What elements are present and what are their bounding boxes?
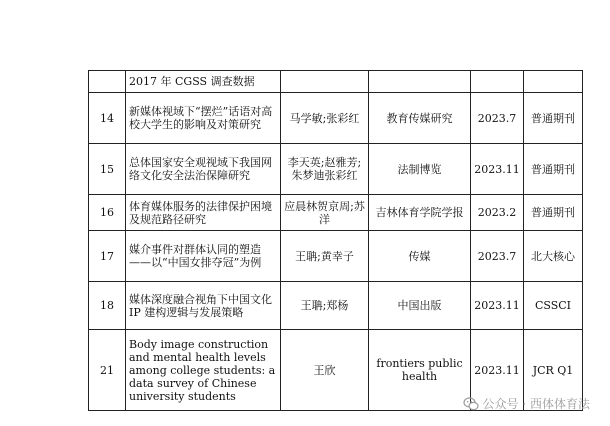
paper-title: 2017 年 CGSS 调查数据 — [126, 71, 281, 93]
journal-level: JCR Q1 — [524, 330, 583, 411]
wechat-icon — [463, 396, 479, 412]
table-row — [89, 71, 583, 93]
journal-level: 普通期刊 — [524, 144, 583, 195]
row-number: 18 — [89, 282, 126, 330]
journal-level: 北大核心 — [524, 231, 583, 282]
paper-title: 媒介事件对群体认同的塑造——以“中国女排夺冠”为例 — [126, 231, 281, 282]
authors: 王聃;郑杨 — [281, 282, 369, 330]
paper-title: Body image construction and mental health levels among college students: a data survey of Chinese university students — [126, 330, 281, 411]
row-number: 21 — [89, 330, 126, 411]
row-number: 14 — [89, 93, 126, 144]
publish-date — [471, 71, 524, 93]
journal-level: 普通期刊 — [524, 195, 583, 231]
watermark-text: 公众号 · 西体体育法 — [482, 397, 590, 411]
table-row — [89, 93, 583, 144]
publish-date: 2023.11 — [471, 282, 524, 330]
journal-level: CSSCI — [524, 282, 583, 330]
authors: 王欣 — [281, 330, 369, 411]
authors: 李天英;赵雅芳;朱梦迪张彩红 — [281, 144, 369, 195]
journal-level — [524, 71, 583, 93]
journal-name: frontiers public health — [369, 330, 471, 411]
paper-title: 体育媒体服务的法律保护困境及规范路径研究 — [126, 195, 281, 231]
row-number: 17 — [89, 231, 126, 282]
watermark — [463, 395, 590, 412]
publish-date: 2023.7 — [471, 93, 524, 144]
table-row — [89, 144, 583, 195]
row-number: 15 — [89, 144, 126, 195]
publish-date: 2023.7 — [471, 231, 524, 282]
publish-date: 2023.11 — [471, 330, 524, 411]
row-number — [89, 71, 126, 93]
authors: 应晨林贺京周;苏洋 — [281, 195, 369, 231]
journal-name — [369, 71, 471, 93]
journal-name: 传媒 — [369, 231, 471, 282]
authors: 马学敏;张彩红 — [281, 93, 369, 144]
paper-title: 媒体深度融合视角下中国文化 IP 建构逻辑与发展策略 — [126, 282, 281, 330]
journal-name: 法制博览 — [369, 144, 471, 195]
table-row — [89, 195, 583, 231]
authors: 王聃;黄幸子 — [281, 231, 369, 282]
paper-title: 总体国家安全观视域下我国网络文化安全法治保障研究 — [126, 144, 281, 195]
publish-date: 2023.11 — [471, 144, 524, 195]
journal-name: 中国出版 — [369, 282, 471, 330]
authors — [281, 71, 369, 93]
paper-title: 新媒体视域下“摆烂”话语对高校大学生的影响及对策研究 — [126, 93, 281, 144]
table-row — [89, 282, 583, 330]
table-row — [89, 231, 583, 282]
publish-date: 2023.2 — [471, 195, 524, 231]
row-number: 16 — [89, 195, 126, 231]
journal-name: 吉林体育学院学报 — [369, 195, 471, 231]
journal-name: 教育传媒研究 — [369, 93, 471, 144]
publication-table — [88, 70, 583, 411]
journal-level: 普通期刊 — [524, 93, 583, 144]
